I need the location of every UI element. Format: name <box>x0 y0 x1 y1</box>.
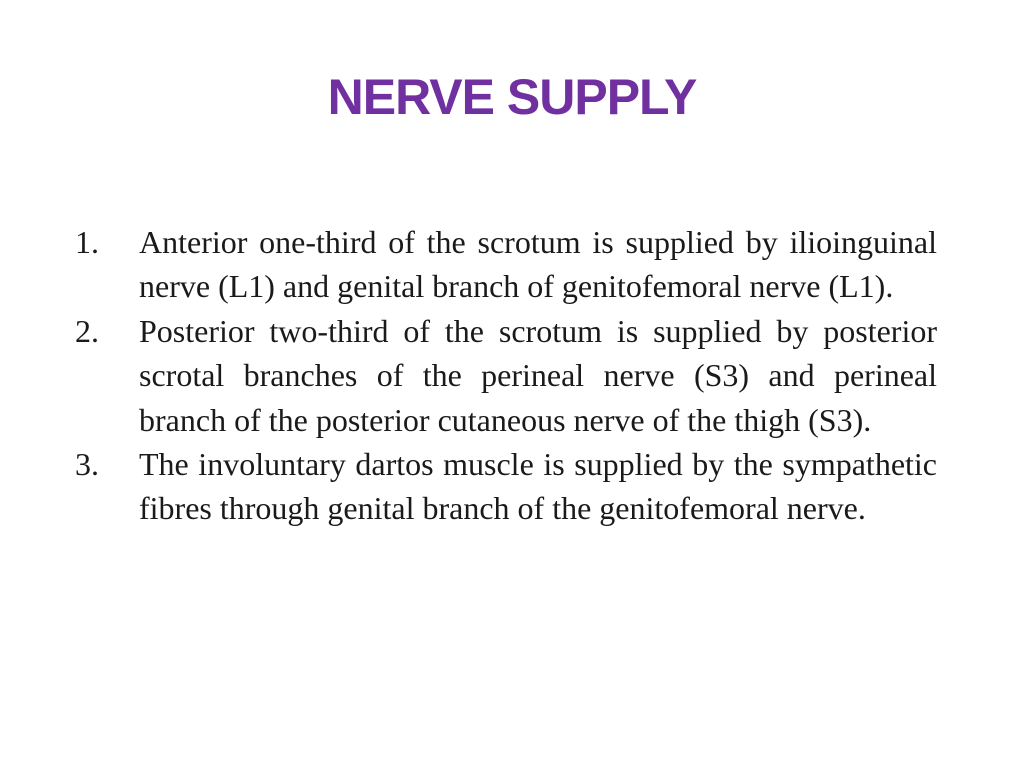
list-item-number: 3. <box>75 446 99 483</box>
slide-title: NERVE SUPPLY <box>327 69 697 125</box>
list-item <box>75 220 937 309</box>
list-item <box>75 309 937 442</box>
list-item <box>75 442 937 531</box>
list-item-text: The involuntary dartos muscle is supplied by the sympathetic fibres through genital branch of the genitofemoral nerve. <box>139 446 937 527</box>
nerve-supply-list <box>75 220 937 531</box>
list-item-number: 2. <box>75 312 99 349</box>
list-item-text: Anterior one-third of the scrotum is supplied by ilioinguinal nerve (L1) and genital branch of genitofemoral nerve (L1). <box>139 224 937 305</box>
list-item-text: Posterior two-third of the scrotum is supplied by posterior scrotal branches of the perineal nerve (S3) and perineal branch of the posterior cutaneous nerve of the thigh (S3). <box>139 312 937 438</box>
list-item-number: 1. <box>75 224 99 260</box>
